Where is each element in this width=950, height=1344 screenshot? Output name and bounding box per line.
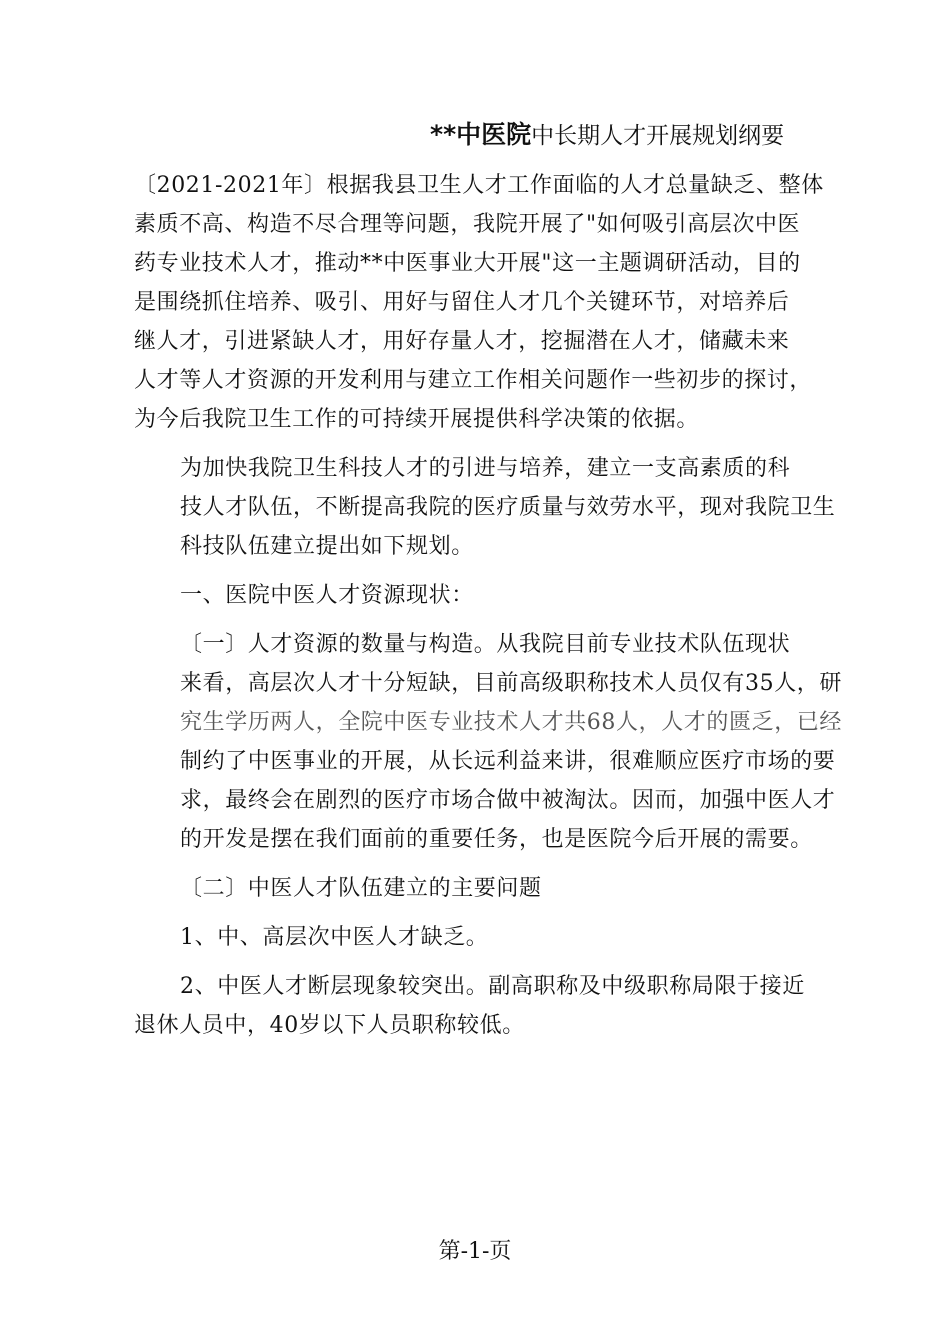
text-line: 来看，高层次人才十分短缺，目前高级职称技术人员仅有35人，研 xyxy=(180,671,842,696)
title-hospital-name: **中医院 xyxy=(430,120,532,149)
text-line: 继人才，引进紧缺人才，用好存量人才，挖掘潜在人才，储藏未来 xyxy=(134,329,790,354)
text-line: 为加快我院卫生科技人才的引进与培养，建立一支高素质的科 xyxy=(180,456,791,481)
text-line: 求，最终会在剧烈的医疗市场合做中被淘汰。因而，加强中医人才 xyxy=(180,788,836,813)
text-line: 究生学历两人，全院中医专业技术人才共68人，人才的匮乏，已经 xyxy=(180,710,842,735)
section-heading xyxy=(134,576,826,615)
list-item xyxy=(134,967,826,1045)
text-line: 人才等人才资源的开发利用与建立工作相关问题作一些初步的探讨， xyxy=(134,368,813,393)
text-line: 〔一〕人才资源的数量与构造。从我院目前专业技术队伍现状 xyxy=(180,632,791,657)
text-line: 一、医院中医人才资源现状： xyxy=(180,583,474,608)
text-line: 2、中医人才断层现象较突出。副高职称及中级职称局限于接近 xyxy=(180,974,805,999)
text-line: 药专业技术人才，推动**中医事业大开展"这一主题调研活动，目的 xyxy=(134,251,801,276)
text-line: 技人才队伍，不断提高我院的医疗质量与效劳水平，现对我院卫生 xyxy=(180,495,836,520)
document-body xyxy=(134,166,842,1055)
subsection-heading xyxy=(134,869,826,908)
text-line: 退休人员中，40岁以下人员职称较低。 xyxy=(134,1013,525,1038)
text-line: 科技队伍建立提出如下规划。 xyxy=(180,534,474,559)
paragraph-purpose xyxy=(134,449,836,566)
text-line: 〔2021-2021年〕根据我县卫生人才工作面临的人才总量缺乏、整体 xyxy=(134,173,824,198)
text-line: 素质不高、构造不尽合理等问题，我院开展了"如何吸引高层次中医 xyxy=(134,212,801,237)
text-line: 的开发是摆在我们面前的重要任务，也是医院今后开展的需要。 xyxy=(180,827,813,852)
paragraph-intro xyxy=(134,166,826,439)
text-line: 为今后我院卫生工作的可持续开展提供科学决策的依据。 xyxy=(134,407,700,432)
document-title xyxy=(430,118,850,153)
paragraph-status xyxy=(134,625,842,859)
text-line: 〔二〕中医人才队伍建立的主要问题 xyxy=(180,876,542,901)
text-line: 是围绕抓住培养、吸引、用好与留住人才几个关键环节，对培养后 xyxy=(134,290,790,315)
title-text: 中长期人才开展规划纲要 xyxy=(531,123,785,149)
page-number: 第-1-页 xyxy=(438,1239,512,1264)
list-item xyxy=(134,918,826,957)
text-line: 制约了中医事业的开展，从长远利益来讲，很难顺应医疗市场的要 xyxy=(180,749,836,774)
text-line: 1、中、高层次中医人才缺乏。 xyxy=(180,925,489,950)
